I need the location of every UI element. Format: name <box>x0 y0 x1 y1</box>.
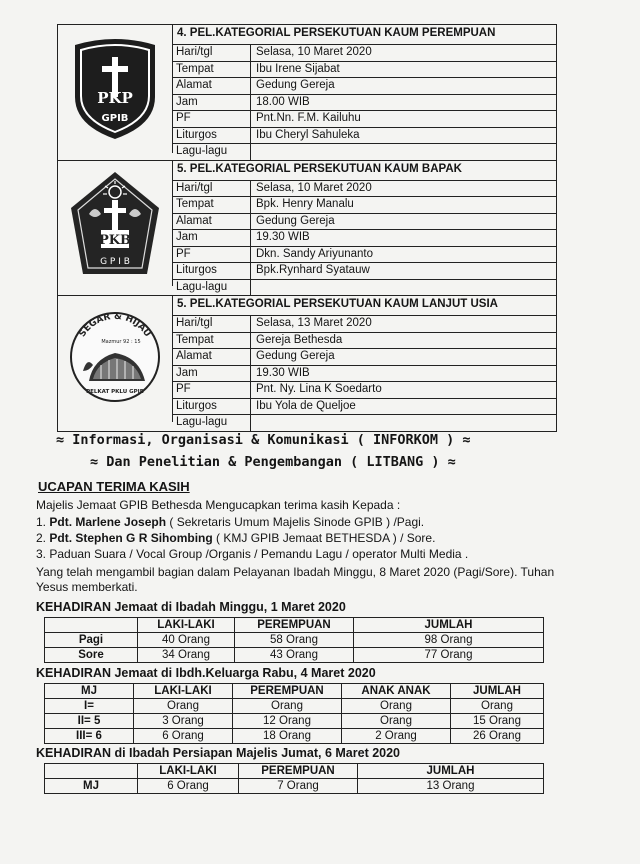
detail-row: Jam 18.00 WIB <box>173 95 556 112</box>
pkp-logo-sub: GPIB <box>101 113 129 124</box>
detail-row: Liturgos Bpk.Rynhard Syatauw <box>173 263 556 280</box>
table-header-row: MJ LAKI-LAKI PEREMPUAN ANAK ANAK JUMLAH <box>45 684 544 699</box>
detail-row: Liturgos Ibu Cheryl Sahuleka <box>173 128 556 145</box>
detail-row: Jam 19.30 WIB <box>173 366 556 383</box>
attendance-sunday-title: KEHADIRAN Jemaat di Ibadah Minggu, 1 Maret 2020 <box>36 600 346 614</box>
detail-row: Jam 19.30 WIB <box>173 230 556 247</box>
detail-row: Lagu-lagu <box>173 280 556 296</box>
pkp-shield-icon <box>69 35 161 143</box>
pklu-logo-text: SEGAR & HIJAU <box>77 311 153 340</box>
table-row: Pagi 40 Orang 58 Orang 98 Orang <box>45 633 544 648</box>
pklu-title: 5. PEL.KATEGORIAL PERSEKUTUAN KAUM LANJUT USIA <box>173 296 556 316</box>
pklu-circle-icon <box>63 309 167 409</box>
pkb-pentagon-icon <box>67 168 163 278</box>
attendance-sunday-table <box>44 617 544 663</box>
thanks-title: UCAPAN TERIMA KASIH <box>38 479 190 494</box>
detail-row: PF Pnt. Ny. Lina K Soedarto <box>173 382 556 399</box>
detail-row: Hari/tgl Selasa, 13 Maret 2020 <box>173 316 556 333</box>
thanks-item-1: 1. Pdt. Marlene Joseph ( Sekretaris Umum Majelis Sinode GPIB ) /Pagi. <box>36 515 425 529</box>
pkp-block <box>58 25 556 161</box>
detail-row: Lagu-lagu <box>173 144 556 160</box>
detail-row: Alamat Gedung Gereja <box>173 78 556 95</box>
detail-row: Hari/tgl Selasa, 10 Maret 2020 <box>173 45 556 62</box>
pklu-logo-verse: Mazmur 92 : 15 <box>101 339 141 345</box>
detail-row: Hari/tgl Selasa, 10 Maret 2020 <box>173 181 556 198</box>
table-header-row: LAKI-LAKI PEREMPUAN JUMLAH <box>45 764 544 779</box>
pkp-logo-text: PKP <box>97 89 133 107</box>
pkb-logo <box>58 161 173 286</box>
detail-row: Lagu-lagu <box>173 415 556 431</box>
pkb-logo-sub: G P I B <box>100 257 130 267</box>
detail-row: PF Dkn. Sandy Ariyunanto <box>173 247 556 264</box>
detail-row: Tempat Ibu Irene Sijabat <box>173 62 556 79</box>
detail-row: Alamat Gedung Gereja <box>173 349 556 366</box>
pkb-logo-text: PKB <box>98 233 132 248</box>
pkp-logo <box>58 25 173 153</box>
table-row: MJ 6 Orang 7 Orang 13 Orang <box>45 779 544 794</box>
pklu-logo-sub: PELKAT PKLU GPIB <box>86 389 144 395</box>
table-row: I= Orang Orang Orang Orang <box>45 699 544 714</box>
thanks-closing-line1: Yang telah mengambil bagian dalam Pelayanan Ibadah Minggu, 8 Maret 2020 (Pagi/Sore). Tuhan <box>36 565 555 579</box>
thanks-item-3: 3. Paduan Suara / Vocal Group /Organis / Pemandu Lagu / operator Multi Media . <box>36 547 469 561</box>
thanks-item-2: 2. Pdt. Stephen G R Sihombing ( KMJ GPIB Jemaat BETHESDA ) / Sore. <box>36 531 436 545</box>
pklu-block <box>58 296 556 431</box>
attendance-wednesday-title: KEHADIRAN Jemaat di Ibdh.Keluarga Rabu, 4 Maret 2020 <box>36 666 376 680</box>
detail-row: Alamat Gedung Gereja <box>173 214 556 231</box>
attendance-friday-title: KEHADIRAN di Ibadah Persiapan Majelis Jumat, 6 Maret 2020 <box>36 746 401 760</box>
attendance-friday-table <box>44 763 544 794</box>
table-row: II= 5 3 Orang 12 Orang Orang 15 Orang <box>45 714 544 729</box>
detail-row: Tempat Bpk. Henry Manalu <box>173 197 556 214</box>
pklu-logo <box>58 296 173 422</box>
pkb-block <box>58 161 556 297</box>
thanks-intro: Majelis Jemaat GPIB Bethesda Mengucapkan terima kasih Kepada : <box>36 498 401 512</box>
litbang-heading: ≈ Dan Penelitian & Pengembangan ( LITBANG ) ≈ <box>90 454 456 470</box>
attendance-wednesday-table <box>44 683 544 744</box>
detail-row: Tempat Gereja Bethesda <box>173 333 556 350</box>
thanks-closing-line2: Yesus memberkati. <box>36 580 138 594</box>
table-row: III= 6 6 Orang 18 Orang 2 Orang 26 Orang <box>45 729 544 744</box>
table-header-row: LAKI-LAKI PEREMPUAN JUMLAH <box>45 618 544 633</box>
pelkat-schedule-table <box>57 24 557 432</box>
pkp-title: 4. PEL.KATEGORIAL PERSEKUTUAN KAUM PEREMPUAN <box>173 25 556 45</box>
table-row: Sore 34 Orang 43 Orang 77 Orang <box>45 648 544 663</box>
inforkom-heading: ≈ Informasi, Organisasi & Komunikasi ( INFORKOM ) ≈ <box>56 432 471 448</box>
detail-row: Liturgos Ibu Yola de Queljoe <box>173 399 556 416</box>
pkb-title: 5. PEL.KATEGORIAL PERSEKUTUAN KAUM BAPAK <box>173 161 556 181</box>
detail-row: PF Pnt.Nn. F.M. Kailuhu <box>173 111 556 128</box>
